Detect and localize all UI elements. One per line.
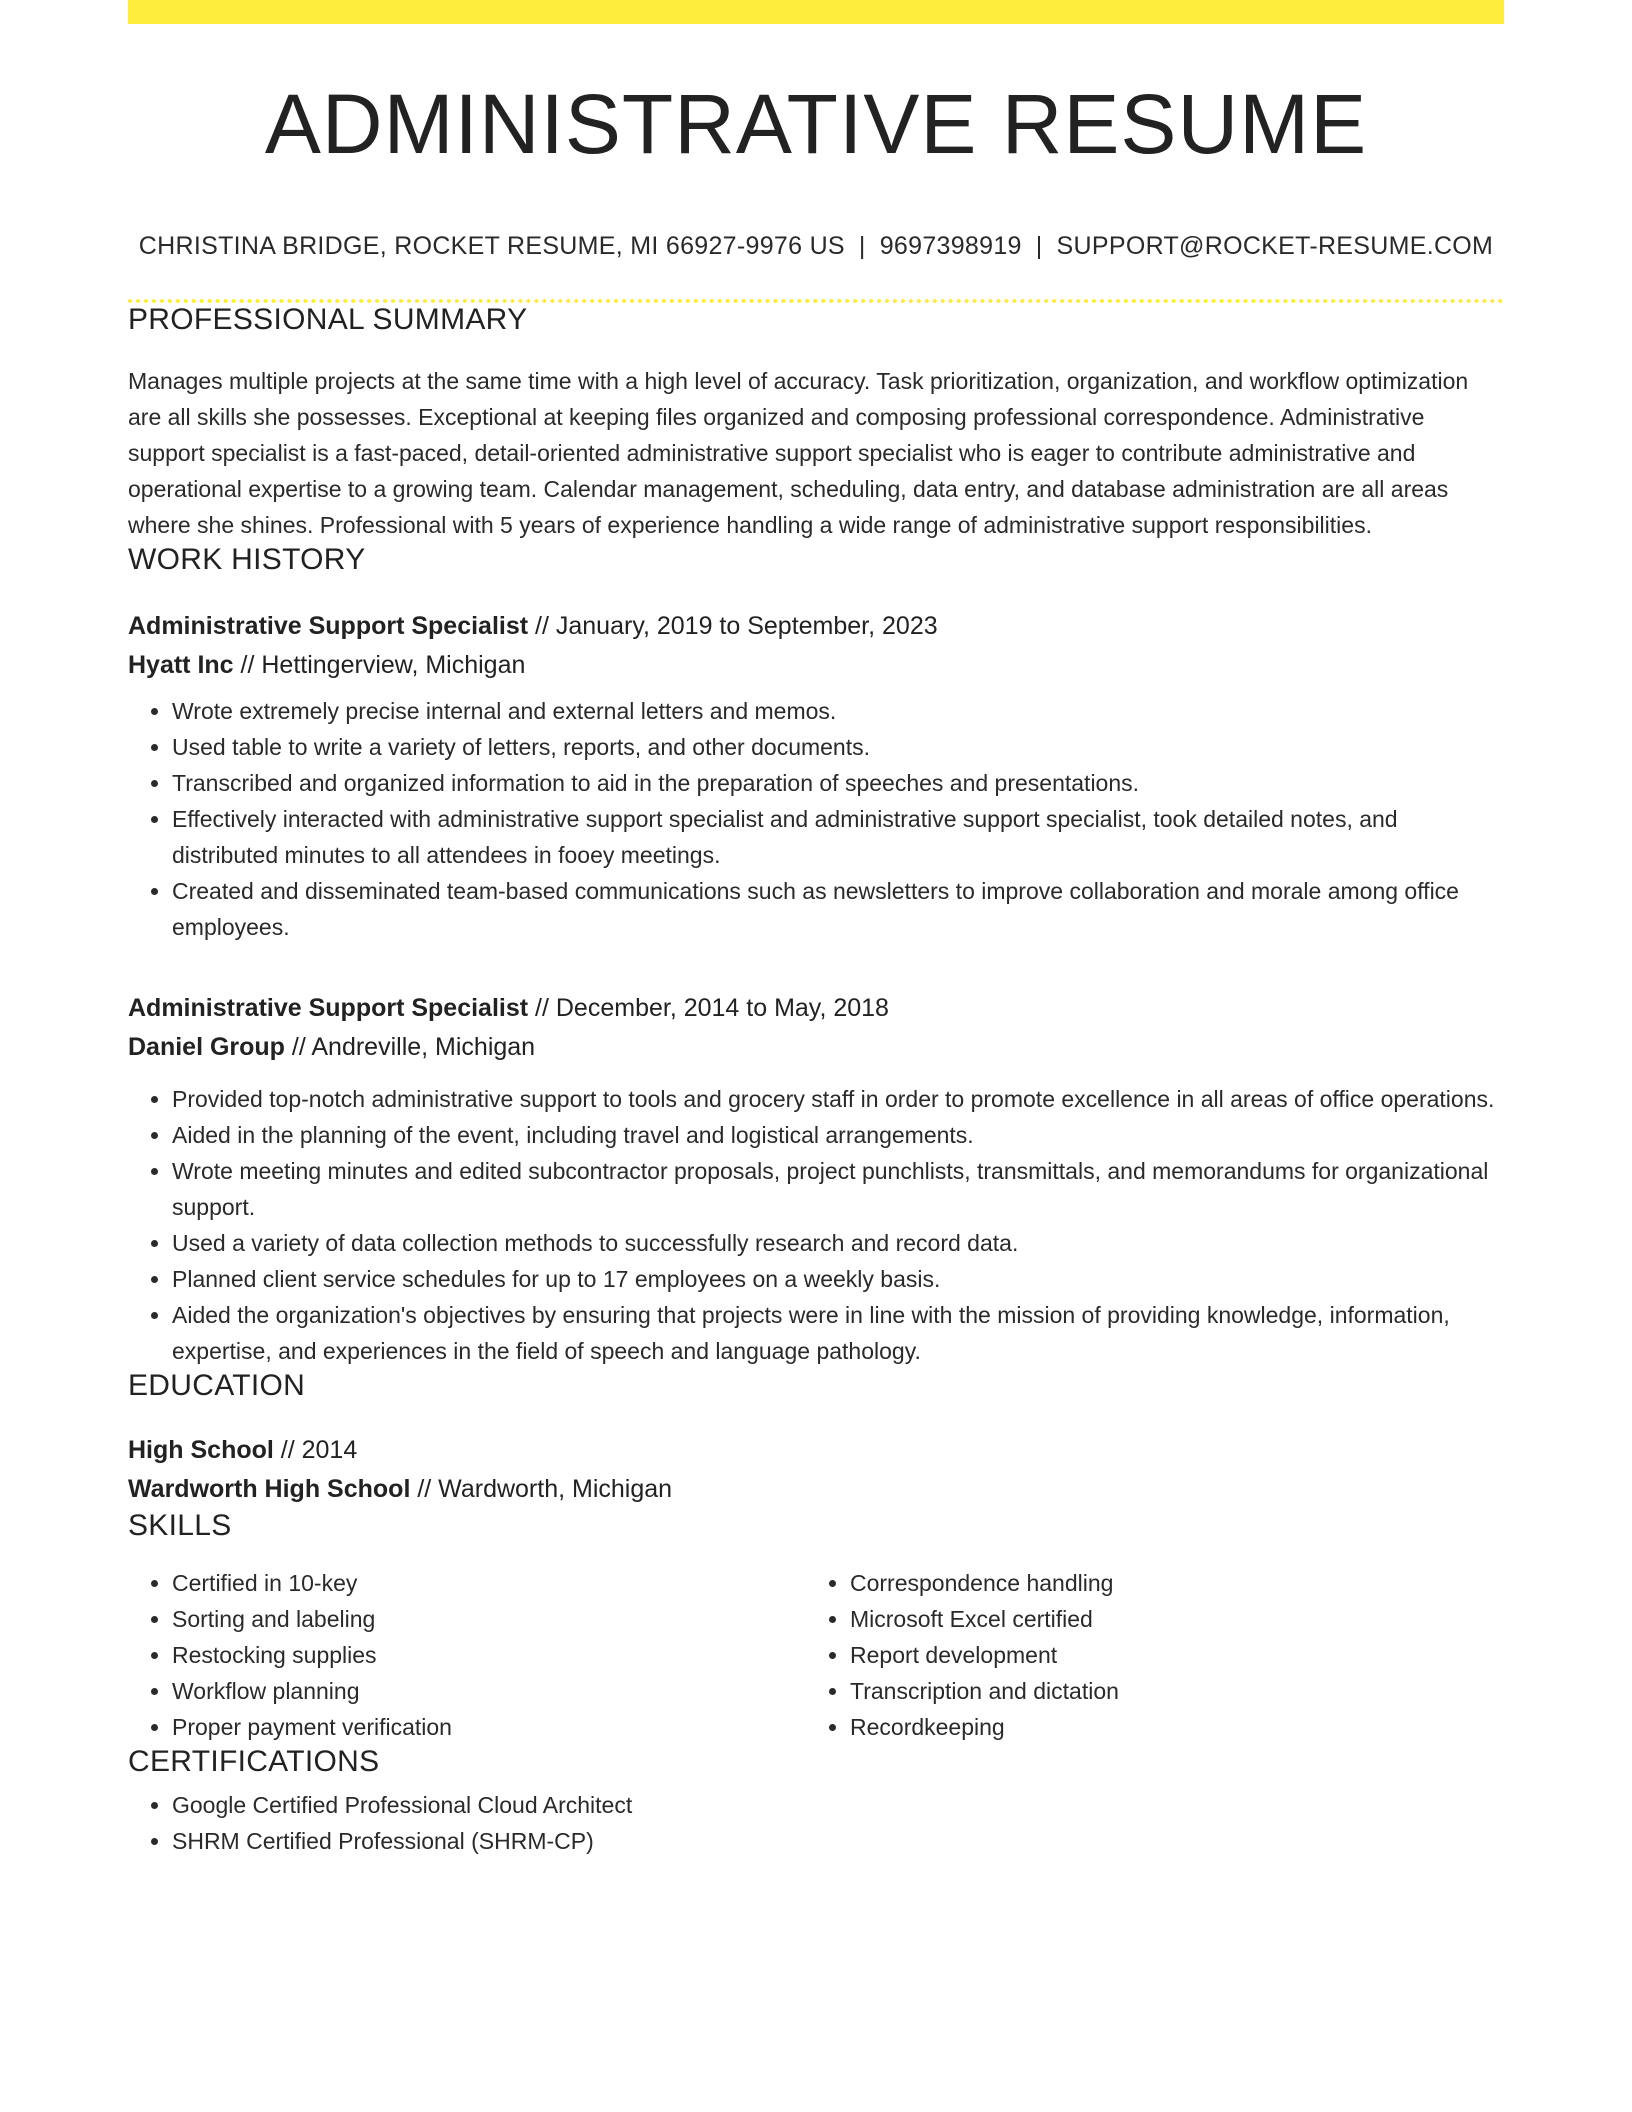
summary-heading: PROFESSIONAL SUMMARY [128, 303, 528, 336]
list-item: • Correspondence handling [850, 1565, 1484, 1601]
certifications-heading: CERTIFICATIONS [128, 1745, 380, 1778]
job-bullets [128, 693, 1504, 945]
list-item: • SHRM Certified Professional (SHRM-CP) [172, 1823, 1504, 1859]
education-section [128, 1369, 1504, 1509]
list-item: • Certified in 10-key [172, 1565, 806, 1601]
work-history-section [128, 543, 1504, 1369]
skills-column-right [806, 1565, 1484, 1745]
list-item: • Report development [850, 1637, 1484, 1673]
summary-section [128, 303, 1504, 543]
skills-heading: SKILLS [128, 1509, 232, 1542]
job-entry [128, 989, 1504, 1369]
top-accent-bar [128, 0, 1504, 24]
work-history-heading: WORK HISTORY [128, 543, 366, 576]
list-item: • Aided in the planning of the event, including travel and logistical arrangements. [172, 1117, 1504, 1153]
job-title: Administrative Support Specialist [128, 612, 529, 640]
job-company: Hyatt Inc [128, 651, 234, 679]
list-item: • Wrote meeting minutes and edited subcontractor proposals, project punchlists, transmittals, and memorandums for organizational support. [172, 1153, 1504, 1225]
list-item: • Used table to write a variety of letters, reports, and other documents. [172, 729, 1504, 765]
list-item: • Planned client service schedules for up to 17 employees on a weekly basis. [172, 1261, 1504, 1297]
job-dates: // January, 2019 to September, 2023 [528, 612, 938, 640]
education-degree: High School [128, 1436, 274, 1464]
skills-column-left [128, 1565, 806, 1745]
education-degree-line [128, 1431, 1504, 1470]
certifications-section [128, 1745, 1504, 1859]
job-title-line [128, 989, 1504, 1028]
list-item: • Sorting and labeling [172, 1601, 806, 1637]
job-title: Administrative Support Specialist [128, 994, 529, 1022]
certifications-list [128, 1787, 1504, 1859]
contact-email: SUPPORT@ROCKET-RESUME.COM [1056, 232, 1494, 260]
list-item: • Transcription and dictation [850, 1673, 1484, 1709]
list-item: • Wrote extremely precise internal and external letters and memos. [172, 693, 1504, 729]
education-heading: EDUCATION [128, 1369, 306, 1402]
education-school: Wardworth High School [128, 1475, 411, 1503]
list-item: • Proper payment verification [172, 1709, 806, 1745]
job-entry [128, 607, 1504, 945]
list-item: • Google Certified Professional Cloud Architect [172, 1787, 1504, 1823]
contact-line [128, 232, 1504, 261]
list-item: • Aided the organization's objectives by ensuring that projects were in line with the mission of providing knowledge, information, expertise, and experiences in the field of speech and language pathology. [172, 1297, 1504, 1369]
list-item: • Microsoft Excel certified [850, 1601, 1484, 1637]
list-item: • Restocking supplies [172, 1637, 806, 1673]
job-location: // Hettingerview, Michigan [233, 651, 526, 679]
education-entry [128, 1431, 1504, 1509]
job-bullets [128, 1081, 1504, 1369]
contact-separator: | [1035, 232, 1043, 260]
job-company-line [128, 646, 1504, 685]
job-company: Daniel Group [128, 1033, 285, 1061]
summary-text: Manages multiple projects at the same time with a high level of accuracy. Task prioritization, organization, and workflow optimization are all skills she possesses. Exceptional at keeping files organized and composing professional correspondence. Administrative support specialist is a fast-paced, detail-oriented administrative support specialist who is eager to contribute administrative and operational expertise to a growing team. Calendar management, scheduling, data entry, and database administration are all areas where she shines. Professional with 5 years of experience handling a wide range of administrative support responsibilities. [128, 368, 1469, 538]
list-item: • Workflow planning [172, 1673, 806, 1709]
resume-title: ADMINISTRATIVE RESUME [264, 77, 1368, 171]
education-school-line [128, 1470, 1504, 1509]
list-item: • Provided top-notch administrative support to tools and grocery staff in order to promote excellence in all areas of office operations. [172, 1081, 1504, 1117]
job-company-line [128, 1028, 1504, 1067]
list-item: • Transcribed and organized information to aid in the preparation of speeches and presentations. [172, 765, 1504, 801]
education-year: // 2014 [273, 1436, 358, 1464]
contact-name-address: CHRISTINA BRIDGE, ROCKET RESUME, MI 66927-9976 US [138, 232, 845, 260]
job-title-line [128, 607, 1504, 646]
skills-section [128, 1509, 1504, 1745]
resume-content [128, 0, 1504, 1859]
list-item: • Effectively interacted with administrative support specialist and administrative support specialist, took detailed notes, and distributed minutes to all attendees in fooey meetings. [172, 801, 1504, 873]
list-item: • Used a variety of data collection methods to successfully research and record data. [172, 1225, 1504, 1261]
list-item: • Recordkeeping [850, 1709, 1484, 1745]
contact-phone: 9697398919 [879, 232, 1022, 260]
list-item: • Created and disseminated team-based communications such as newsletters to improve collaboration and morale among office employees. [172, 873, 1504, 945]
skills-grid [128, 1565, 1504, 1745]
education-location: // Wardworth, Michigan [410, 1475, 673, 1503]
job-dates: // December, 2014 to May, 2018 [528, 994, 889, 1022]
job-location: // Andreville, Michigan [284, 1033, 536, 1061]
contact-separator: | [858, 232, 866, 260]
